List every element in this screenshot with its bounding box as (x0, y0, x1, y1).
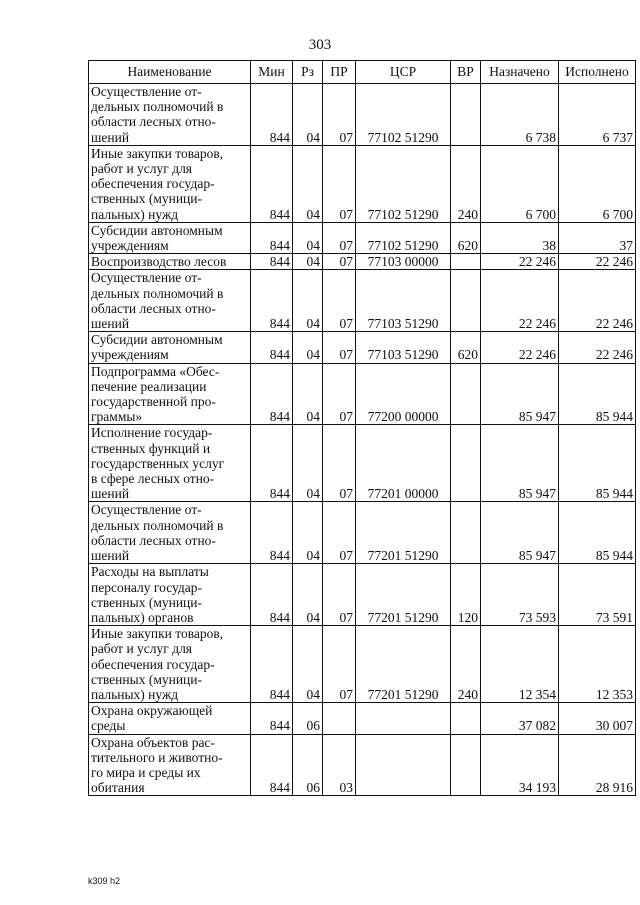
cell-rz: 04 (293, 502, 323, 564)
cell-vr: 240 (451, 626, 481, 703)
cell-rz: 04 (293, 222, 323, 253)
cell-rz: 04 (293, 270, 323, 332)
cell-min: 844 (251, 254, 293, 270)
cell-csr: 77102 51290 (356, 145, 451, 222)
budget-table (88, 60, 636, 796)
cell-name: Осуществление от- дельных полномочий в области лесных отно- шений (89, 270, 251, 332)
cell-pr: 07 (323, 222, 356, 253)
cell-assigned: 6 700 (481, 145, 559, 222)
cell-assigned: 34 193 (481, 734, 559, 796)
cell-pr: 07 (323, 425, 356, 502)
cell-assigned: 12 354 (481, 626, 559, 703)
cell-assigned: 73 593 (481, 564, 559, 626)
table-row (89, 332, 636, 363)
col-header-csr: ЦСР (356, 61, 451, 84)
cell-rz: 04 (293, 84, 323, 146)
cell-vr (451, 502, 481, 564)
cell-assigned: 6 738 (481, 84, 559, 146)
page-number: 303 (308, 37, 332, 53)
cell-csr: 77201 51290 (356, 502, 451, 564)
cell-rz: 06 (293, 703, 323, 734)
cell-csr (356, 734, 451, 796)
table-row (89, 425, 636, 502)
table-header-row (89, 61, 636, 84)
cell-csr: 77103 51290 (356, 332, 451, 363)
cell-min: 844 (251, 502, 293, 564)
cell-assigned: 22 246 (481, 254, 559, 270)
cell-min: 844 (251, 564, 293, 626)
cell-executed: 30 007 (559, 703, 636, 734)
cell-vr: 240 (451, 145, 481, 222)
cell-min: 844 (251, 222, 293, 253)
cell-csr (356, 703, 451, 734)
cell-csr: 77200 00000 (356, 363, 451, 425)
cell-executed: 28 916 (559, 734, 636, 796)
cell-pr: 03 (323, 734, 356, 796)
cell-min: 844 (251, 84, 293, 146)
cell-vr: 120 (451, 564, 481, 626)
col-header-name: Наименование (89, 61, 251, 84)
cell-min: 844 (251, 734, 293, 796)
cell-vr (451, 703, 481, 734)
cell-vr (451, 363, 481, 425)
cell-csr: 77102 51290 (356, 84, 451, 146)
cell-name: Охрана окружающей среды (89, 703, 251, 734)
cell-assigned: 37 082 (481, 703, 559, 734)
cell-executed: 22 246 (559, 270, 636, 332)
cell-min: 844 (251, 703, 293, 734)
cell-executed: 85 944 (559, 425, 636, 502)
table-body (89, 84, 636, 796)
table-row (89, 145, 636, 222)
cell-vr (451, 84, 481, 146)
cell-min: 844 (251, 626, 293, 703)
table-row (89, 564, 636, 626)
cell-csr: 77102 51290 (356, 222, 451, 253)
cell-csr: 77103 51290 (356, 270, 451, 332)
cell-min: 844 (251, 425, 293, 502)
cell-name: Воспроизводство лесов (89, 254, 251, 270)
cell-executed: 73 591 (559, 564, 636, 626)
cell-rz: 04 (293, 332, 323, 363)
cell-csr: 77201 51290 (356, 564, 451, 626)
cell-assigned: 22 246 (481, 332, 559, 363)
cell-assigned: 85 947 (481, 502, 559, 564)
cell-rz: 04 (293, 425, 323, 502)
cell-rz: 04 (293, 363, 323, 425)
cell-executed: 12 353 (559, 626, 636, 703)
cell-name: Иные закупки товаров, работ и услуг для обеспечения государ- ственных (муници- пальных) нужд (89, 626, 251, 703)
table-row (89, 254, 636, 270)
cell-rz: 06 (293, 734, 323, 796)
cell-executed: 22 246 (559, 254, 636, 270)
table-row (89, 626, 636, 703)
cell-pr: 07 (323, 84, 356, 146)
cell-name: Охрана объектов рас- тительного и животно- го мира и среды их обитания (89, 734, 251, 796)
cell-assigned: 38 (481, 222, 559, 253)
cell-pr: 07 (323, 145, 356, 222)
cell-rz: 04 (293, 626, 323, 703)
cell-vr: 620 (451, 332, 481, 363)
col-header-rz: Рз (293, 61, 323, 84)
col-header-pr: ПР (323, 61, 356, 84)
cell-rz: 04 (293, 145, 323, 222)
cell-csr: 77201 51290 (356, 626, 451, 703)
table-row (89, 703, 636, 734)
footer-code: k309 h2 (88, 876, 121, 886)
cell-executed: 85 944 (559, 502, 636, 564)
table-row (89, 84, 636, 146)
cell-executed: 22 246 (559, 332, 636, 363)
cell-pr: 07 (323, 270, 356, 332)
cell-name: Субсидии автономным учреждениям (89, 332, 251, 363)
cell-pr: 07 (323, 332, 356, 363)
cell-name: Осуществление от- дельных полномочий в области лесных отно- шений (89, 502, 251, 564)
cell-pr: 07 (323, 564, 356, 626)
cell-pr: 07 (323, 254, 356, 270)
cell-vr (451, 425, 481, 502)
cell-executed: 6 737 (559, 84, 636, 146)
cell-pr: 07 (323, 502, 356, 564)
cell-name: Расходы на выплаты персоналу государ- ственных (муници- пальных) органов (89, 564, 251, 626)
table-row (89, 363, 636, 425)
col-header-assigned: Назначено (481, 61, 559, 84)
col-header-min: Мин (251, 61, 293, 84)
cell-executed: 85 944 (559, 363, 636, 425)
cell-name: Иные закупки товаров, работ и услуг для обеспечения государ- ственных (муници- пальных) нужд (89, 145, 251, 222)
cell-executed: 6 700 (559, 145, 636, 222)
cell-csr: 77103 00000 (356, 254, 451, 270)
table-row (89, 270, 636, 332)
cell-rz: 04 (293, 254, 323, 270)
cell-min: 844 (251, 332, 293, 363)
cell-assigned: 22 246 (481, 270, 559, 332)
cell-assigned: 85 947 (481, 363, 559, 425)
col-header-vr: ВР (451, 61, 481, 84)
cell-assigned: 85 947 (481, 425, 559, 502)
cell-csr: 77201 00000 (356, 425, 451, 502)
cell-executed: 37 (559, 222, 636, 253)
cell-name: Субсидии автономным учреждениям (89, 222, 251, 253)
cell-name: Подпрограмма «Обес- печение реализации государственной про- граммы» (89, 363, 251, 425)
table-row (89, 222, 636, 253)
cell-vr (451, 254, 481, 270)
cell-rz: 04 (293, 564, 323, 626)
cell-min: 844 (251, 363, 293, 425)
cell-name: Осуществление от- дельных полномочий в области лесных отно- шений (89, 84, 251, 146)
table-row (89, 734, 636, 796)
cell-vr: 620 (451, 222, 481, 253)
cell-pr (323, 703, 356, 734)
col-header-executed: Исполнено (559, 61, 636, 84)
cell-name: Исполнение государ- ственных функций и государственных услуг в сфере лесных отно- шений (89, 425, 251, 502)
table-row (89, 502, 636, 564)
cell-min: 844 (251, 270, 293, 332)
cell-pr: 07 (323, 626, 356, 703)
cell-vr (451, 270, 481, 332)
cell-min: 844 (251, 145, 293, 222)
cell-vr (451, 734, 481, 796)
cell-pr: 07 (323, 363, 356, 425)
